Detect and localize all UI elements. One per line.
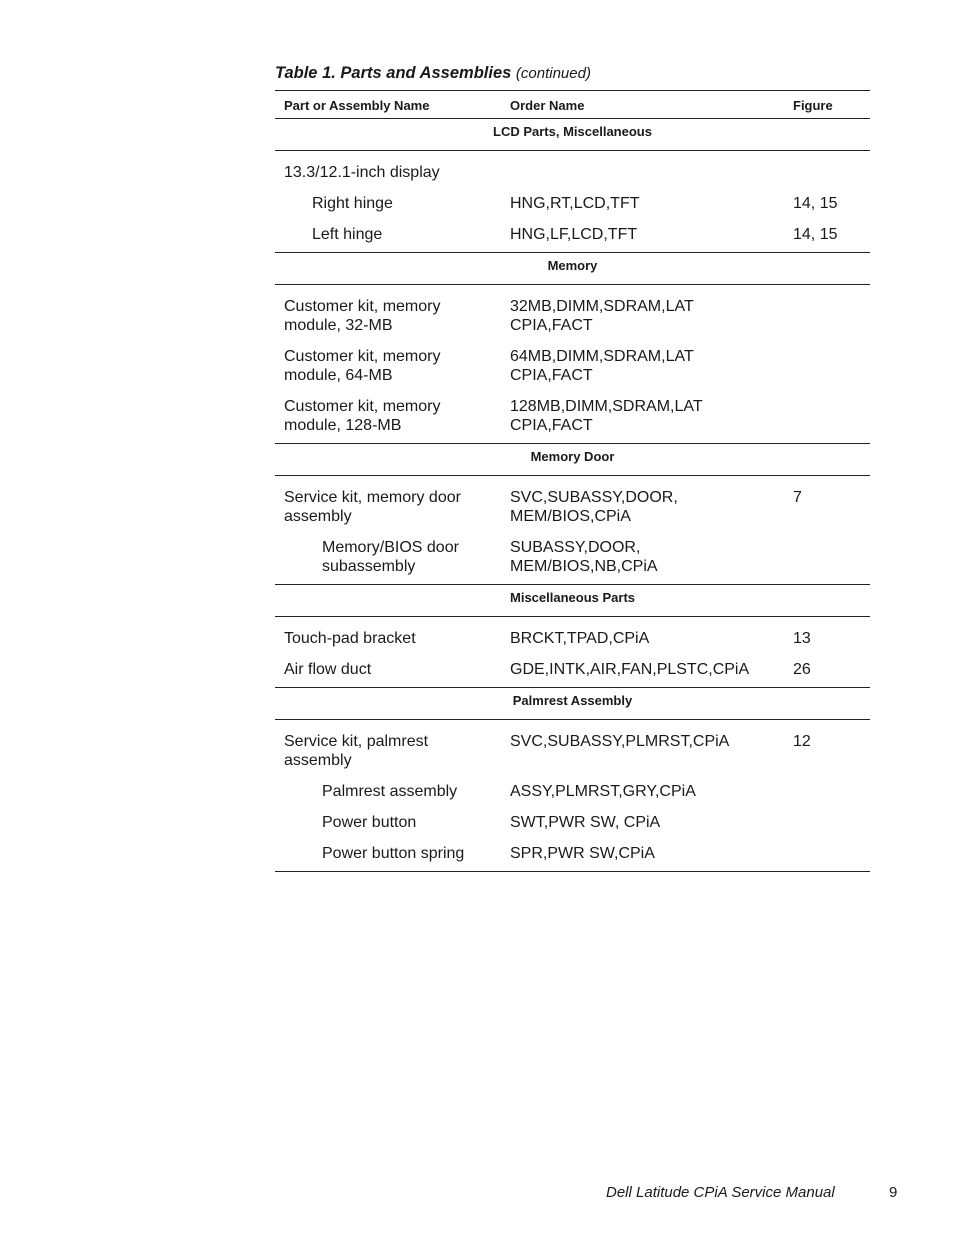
order-name-line: MEM/BIOS,CPiA [510,508,631,525]
section-title: Memory Door [275,444,870,476]
figure-ref: 13 [793,630,811,647]
part-name [275,285,510,342]
figure-ref [793,391,870,444]
order-name-line: 64MB,DIMM,SDRAM,LAT [510,348,694,365]
order-name-line: CPIA,FACT [510,317,593,334]
order-name: SPR,PWR SW,CPiA [510,838,793,872]
order-name-line: 32MB,DIMM,SDRAM,LAT [510,298,694,315]
order-name: SVC,SUBASSY,PLMRST,CPiA [510,733,730,750]
figure-ref: 7 [793,489,802,506]
part-name-line: Service kit, palmrest [284,733,429,750]
header-figure: Figure [793,91,870,119]
table-row [275,617,870,655]
table-row [275,807,870,838]
order-name-line: CPIA,FACT [510,417,593,434]
section-heading-row [275,688,870,720]
part-name-line: subassembly [322,558,416,575]
order-name-line: SVC,SUBASSY,DOOR, [510,489,678,506]
parts-table [275,90,870,872]
table-caption [275,64,591,83]
order-name [510,341,793,391]
part-name [275,391,510,444]
section-heading-row [275,444,870,476]
part-name-line: module, 128-MB [284,417,402,434]
part-name [275,341,510,391]
order-name [510,532,793,585]
header-order-name: Order Name [510,91,793,119]
table-header-row [275,91,870,119]
section-heading-row [275,585,870,617]
table-row [275,391,870,444]
part-name: Air flow duct [284,661,372,678]
part-name-line: assembly [284,508,352,525]
table-row [275,654,870,688]
table-row [275,188,870,219]
figure-ref [793,285,870,342]
figure-ref: 14, 15 [793,195,838,212]
figure-ref: 12 [793,733,811,750]
order-name [510,285,793,342]
part-name: Power button spring [275,838,510,872]
part-name [275,720,510,777]
order-name: HNG,LF,LCD,TFT [510,226,638,243]
part-name [275,476,510,533]
table-row [275,776,870,807]
order-name: HNG,RT,LCD,TFT [510,195,640,212]
order-name [510,391,793,444]
part-name-line: Service kit, memory door [284,489,461,506]
order-name-line: MEM/BIOS,NB,CPiA [510,558,658,575]
figure-ref [793,341,870,391]
table-row [275,285,870,342]
order-name: ASSY,PLMRST,GRY,CPiA [510,783,696,800]
footer-manual-title: Dell Latitude CPiA Service Manual [606,1184,835,1201]
order-name [510,151,793,189]
order-name [510,476,793,533]
section-heading-row [275,119,870,151]
header-part-name: Part or Assembly Name [275,91,510,119]
order-name: BRCKT,TPAD,CPiA [510,630,650,647]
part-name: Touch-pad bracket [284,630,416,647]
part-name-line: module, 32-MB [284,317,393,334]
section-title: LCD Parts, Miscellaneous [275,119,870,151]
figure-ref [793,807,870,838]
order-name: GDE,INTK,AIR,FAN,PLSTC,CPiA [510,661,750,678]
table-row [275,838,870,872]
figure-ref: 14, 15 [793,226,838,243]
section-title: Memory [275,253,870,285]
table-row [275,151,870,189]
table-row [275,219,870,253]
section-heading-row [275,253,870,285]
table-title: Table 1. Parts and Assemblies [275,64,512,82]
table-row [275,720,870,777]
section-title: Miscellaneous Parts [275,585,870,617]
table-row [275,341,870,391]
part-name [275,532,510,585]
part-name-line: assembly [284,752,352,769]
part-name: Left hinge [312,226,383,243]
order-name-line: SUBASSY,DOOR, [510,539,641,556]
table-row [275,476,870,533]
figure-ref [793,151,870,189]
page-number: 9 [889,1184,898,1201]
part-name-line: Memory/BIOS door [322,539,459,556]
section-title: Palmrest Assembly [275,688,870,720]
part-name-line: Customer kit, memory [284,348,441,365]
part-name: Right hinge [312,195,393,212]
figure-ref [793,776,870,807]
table-row [275,532,870,585]
table-subtitle: (continued) [515,65,591,82]
part-name-line: module, 64-MB [284,367,393,384]
part-name: Power button [322,814,417,831]
order-name-line: CPIA,FACT [510,367,593,384]
figure-ref [793,532,870,585]
part-name: Palmrest assembly [322,783,458,800]
part-name: 13.3/12.1-inch display [284,164,440,181]
order-name: SWT,PWR SW, CPiA [510,814,661,831]
order-name-line: 128MB,DIMM,SDRAM,LAT [510,398,703,415]
figure-ref [793,838,870,872]
part-name-line: Customer kit, memory [284,298,441,315]
part-name-line: Customer kit, memory [284,398,441,415]
figure-ref: 26 [793,661,811,678]
